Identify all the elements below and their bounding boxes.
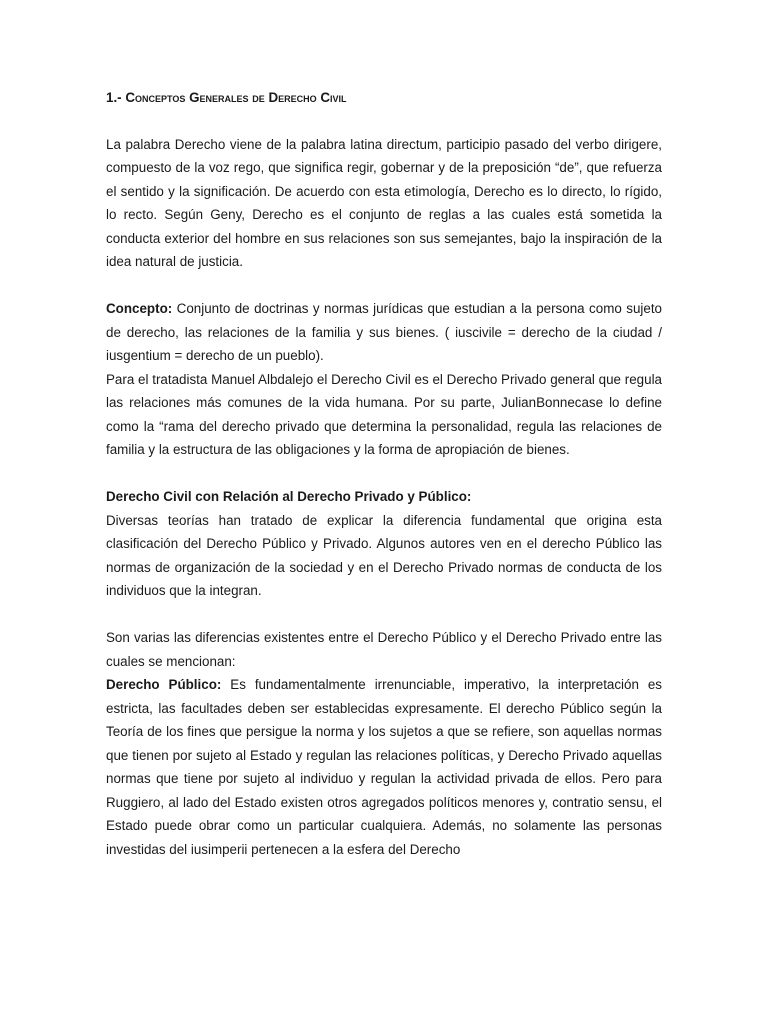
- concepto-text: Conjunto de doctrinas y normas jurídicas que estudian a la persona como sujeto de derecho, las relaciones de la familia y sus bienes. ( iuscivile = derecho de la ciudad / iusgentium = derecho de un pueblo).: [106, 301, 662, 363]
- paragraph-spacer: [106, 603, 662, 627]
- section-number: 1.-: [106, 90, 122, 105]
- publico-paragraph: [106, 673, 662, 861]
- intro-paragraph: La palabra Derecho viene de la palabra latina directum, participio pasado del verbo dirigere, compuesto de la voz rego, que significa regir, gobernar y de la preposición “de”, que refuerza el sentido y la significación. De acuerdo con esta etimología, Derecho es lo directo, lo rígido, lo recto. Según Geny, Derecho es el conjunto de reglas a las cuales está sometida la conducta exterior del hombre en sus relaciones son sus semejantes, bajo la inspiración de la idea natural de justicia.: [106, 136, 662, 269]
- section-title: Conceptos Generales de Derecho Civil: [125, 90, 347, 105]
- concepto-paragraph: [106, 297, 662, 368]
- publico-label: Derecho Público:: [106, 677, 222, 692]
- publico-text: Es fundamentalmente irrenunciable, imperativo, la interpretación es estricta, las facultades deben ser establecidas expresamente. El derecho Público según la Teoría de los fines que persigue la norma y los sujetos a que se refiere, son aquellas normas que tienen por sujeto al Estado y regulan las relaciones políticas, y Derecho Privado aquellas normas que tiene por sujeto al individuo y regulan la actividad privada de ellos. Pero para Ruggiero, al lado del Estado existen otros agregados políticos menores y, contratio sensu, el Estado puede obrar como un particular cualquiera. Además, no solamente las personas investidas del iusimperii pertenecen a la esfera del Derecho: [106, 677, 662, 857]
- paragraph-spacer: [106, 462, 662, 486]
- teorias-paragraph: Diversas teorías han tratado de explicar la diferencia fundamental que origina esta clasificación del Derecho Público y Privado. Algunos autores ven en el derecho Público las normas de organización de la sociedad y en el Derecho Privado normas de conducta de los individuos que la integran.: [106, 512, 662, 598]
- document-body: [106, 86, 662, 861]
- albdalejo-paragraph: Para el tratadista Manuel Albdalejo el Derecho Civil es el Derecho Privado general que regula las relaciones más comunes de la vida humana. Por su parte, JulianBonnecase lo define como la “rama del derecho privado que determina la personalidad, regula las relaciones de familia y la estructura de las obligaciones y la forma de apropiación de bienes.: [106, 371, 662, 457]
- concepto-label: Concepto:: [106, 301, 173, 316]
- paragraph-spacer: [106, 274, 662, 298]
- subheading-text: Derecho Civil con Relación al Derecho Privado y Público:: [106, 489, 472, 504]
- subheading: [106, 485, 662, 509]
- section-heading: [106, 86, 662, 110]
- diferencias-paragraph: Son varias las diferencias existentes entre el Derecho Público y el Derecho Privado entre las cuales se mencionan:: [106, 630, 662, 669]
